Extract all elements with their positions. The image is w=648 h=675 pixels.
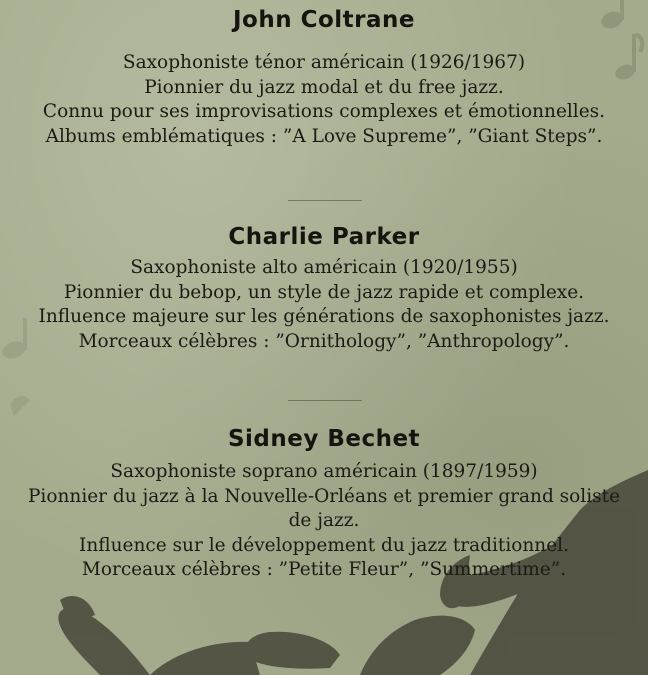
artist-card-bechet	[0, 424, 648, 583]
artist-description-line: Morceaux célèbres : ”Petite Fleur”, ”Summertime”.	[81, 559, 567, 580]
artist-description-line: Pionnier du bebop, un style de jazz rapide et complexe.	[63, 281, 585, 303]
artist-card-parker	[0, 222, 648, 354]
artist-description-line: Pionnier du jazz modal et du free jazz.	[144, 76, 504, 98]
artist-description-line: Saxophoniste alto américain (1920/1955)	[130, 257, 518, 278]
artist-description-line: Influence majeure sur les générations de saxophonistes jazz.	[38, 306, 610, 327]
artist-description-line: Pionnier du jazz à la Nouvelle-Orléans et premier grand soliste de jazz.	[27, 485, 621, 531]
artist-description-line: Saxophoniste ténor américain (1926/1967)	[122, 52, 526, 73]
section-divider	[288, 400, 362, 401]
artist-description-line: Morceaux célèbres : ”Ornithology”, ”Anthropology”.	[78, 330, 570, 352]
artist-name: Charlie Parker	[228, 224, 420, 250]
artist-name: John Coltrane	[232, 7, 415, 33]
section-divider	[288, 200, 362, 201]
artist-description-line: Saxophoniste soprano américain (1897/1959)	[110, 461, 538, 482]
artist-description-line: Albums emblématiques : ”A Love Supreme”, ”Giant Steps”.	[45, 125, 603, 147]
artist-card-coltrane	[0, 5, 648, 149]
artist-description-line: Influence sur le développement du jazz traditionnel.	[79, 534, 569, 556]
artist-name: Sidney Bechet	[227, 426, 421, 452]
artist-description-line: Connu pour ses improvisations complexes et émotionnelles.	[42, 101, 606, 122]
